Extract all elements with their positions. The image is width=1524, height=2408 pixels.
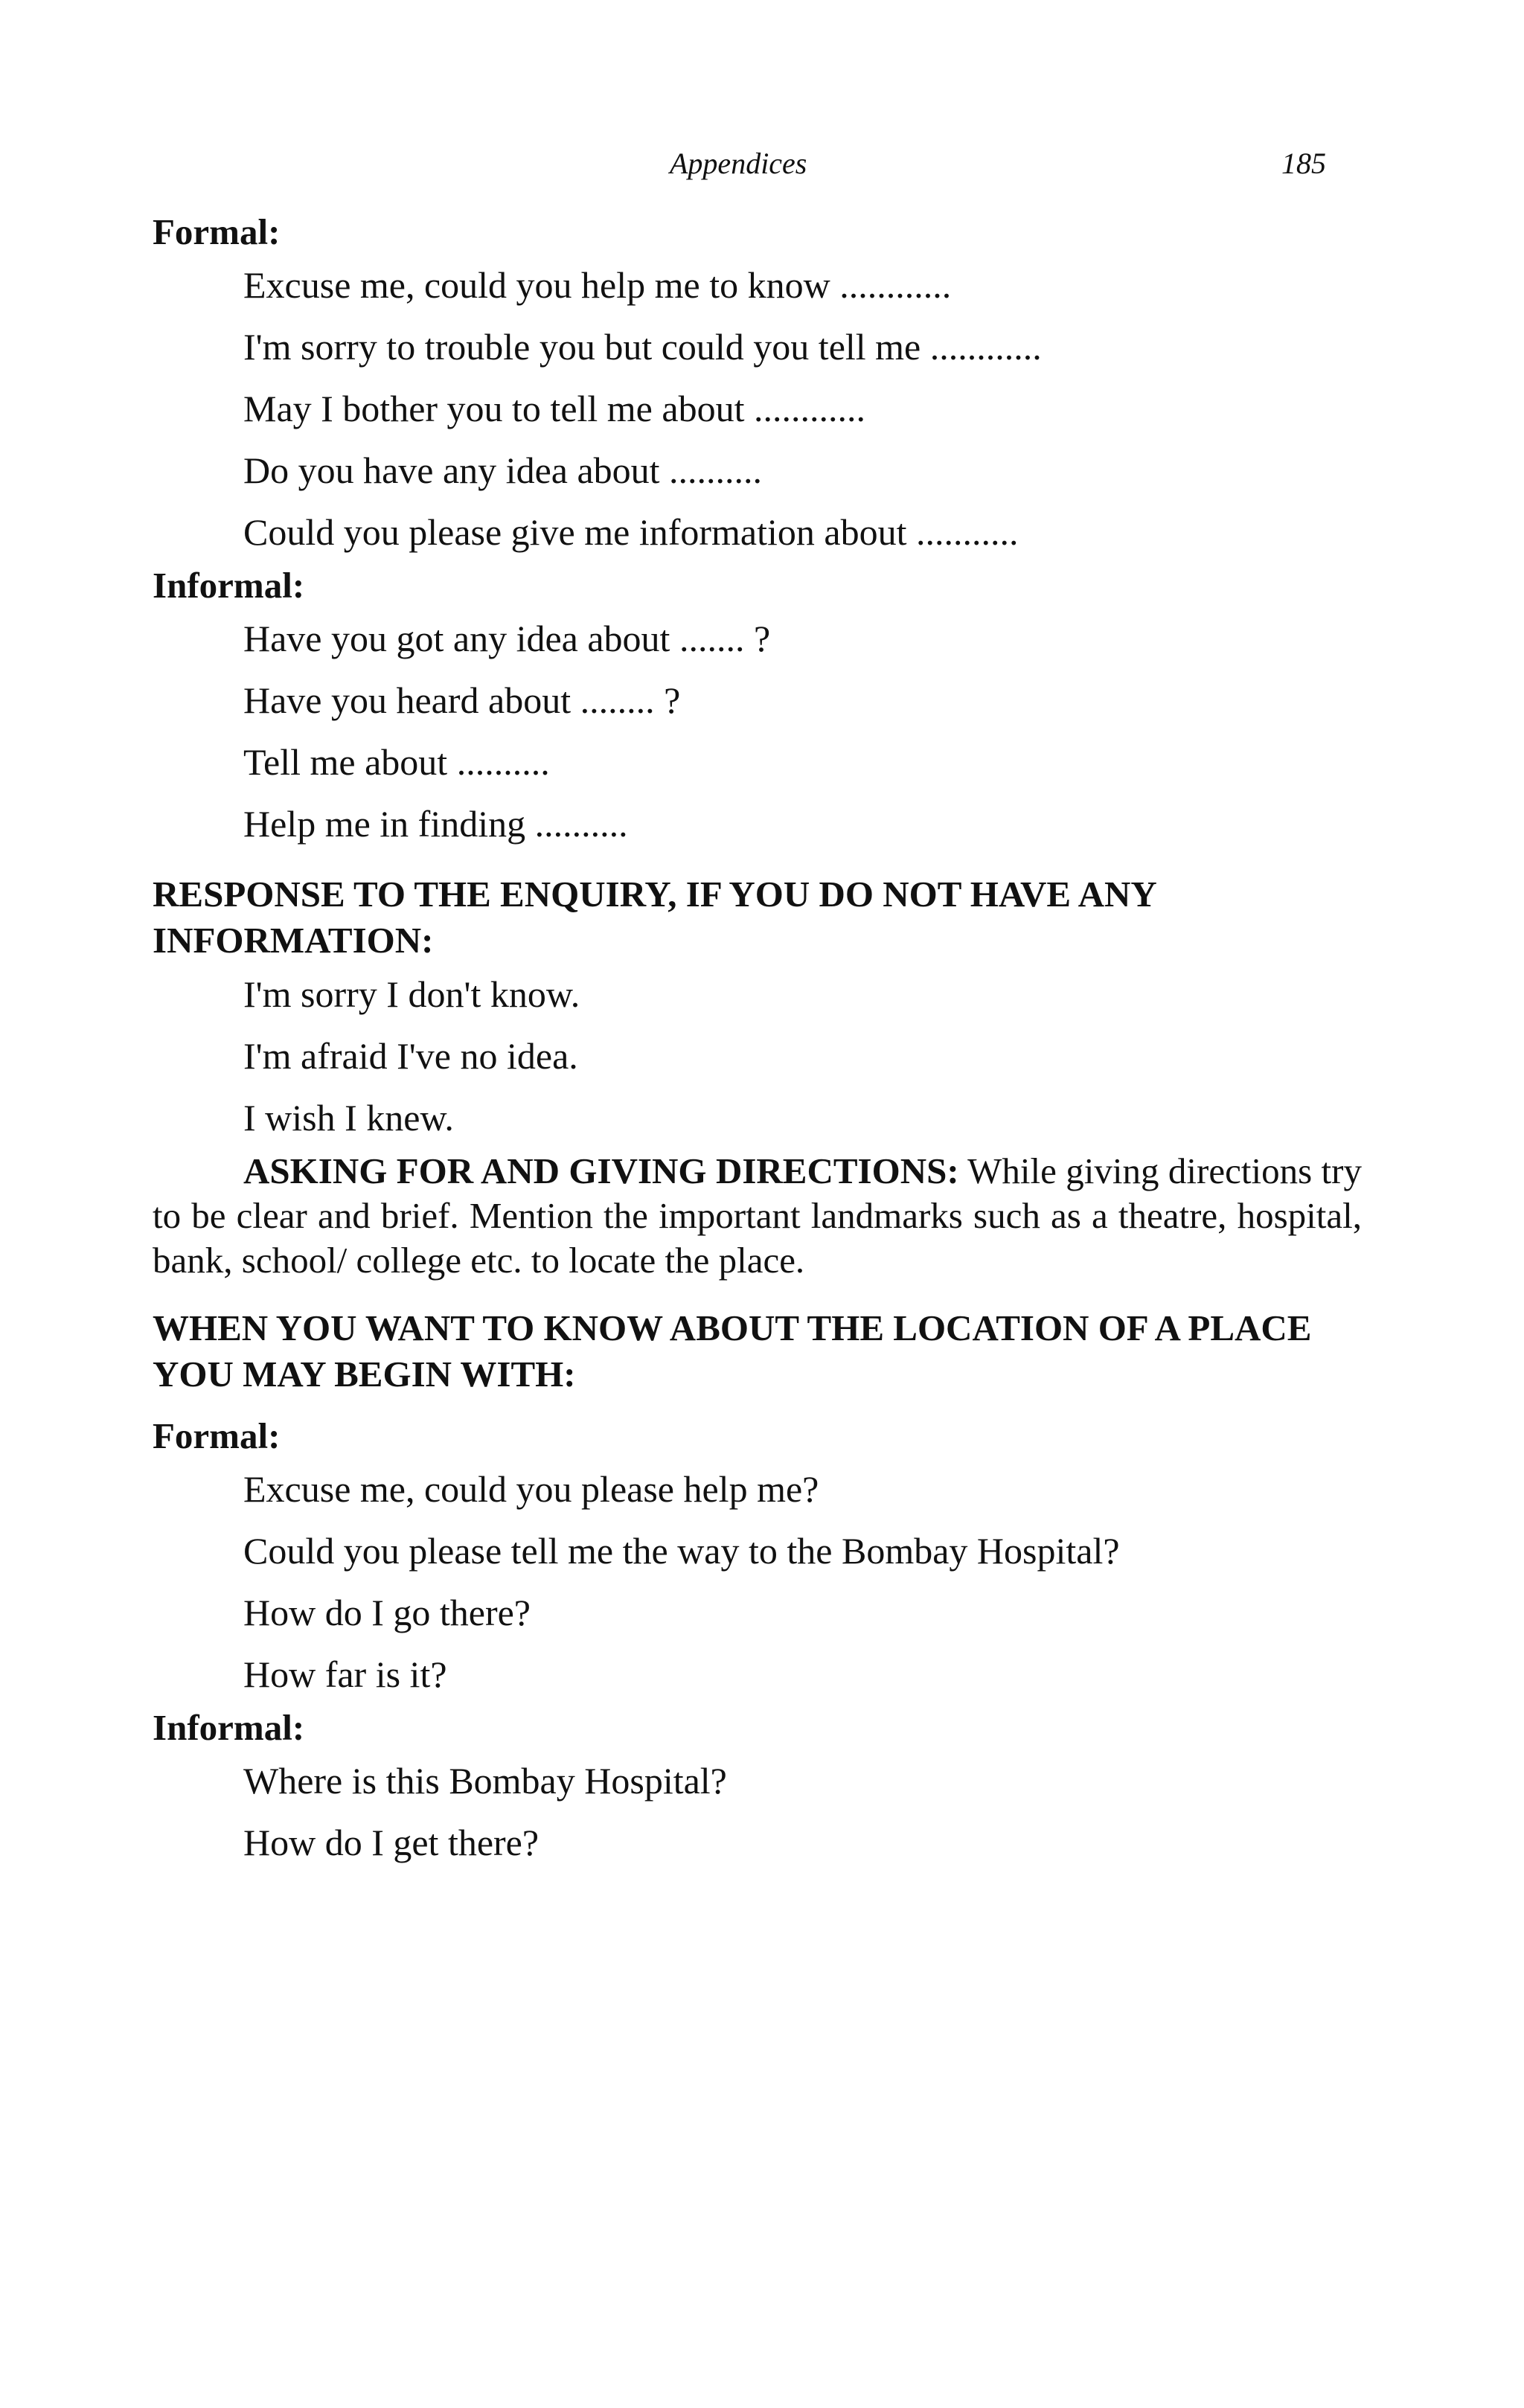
location-heading: WHEN YOU WANT TO KNOW ABOUT THE LOCATION OF A PLACE YOU MAY BEGIN WITH: bbox=[153, 1307, 1312, 1394]
page-body bbox=[153, 210, 1362, 1874]
phrase-item: Have you heard about ........ ? bbox=[243, 679, 681, 721]
phrase-item: How do I get there? bbox=[243, 1822, 540, 1863]
directions-text: While giving directions try to be clear and brief. Mention the important landmarks such as a theatre, hospital, bank, school/ college etc. to locate the place. bbox=[153, 1150, 1362, 1281]
formal-direction-phrases bbox=[153, 1458, 1362, 1706]
phrase-item: Excuse me, could you please help me? bbox=[243, 1468, 819, 1510]
spacer bbox=[153, 855, 1362, 871]
phrase-item: How far is it? bbox=[243, 1653, 447, 1695]
informal-label: Informal: bbox=[153, 1707, 305, 1748]
spacer bbox=[153, 1397, 1362, 1414]
formal-enquiry-phrases bbox=[153, 254, 1362, 563]
phrase-item: Do you have any idea about .......... bbox=[243, 449, 763, 491]
running-title: Appendices bbox=[670, 147, 807, 180]
phrase-item: I'm sorry to trouble you but could you tell me ............ bbox=[243, 326, 1042, 368]
phrase-item: How do I go there? bbox=[243, 1592, 531, 1633]
phrase-item: I wish I knew. bbox=[243, 1097, 454, 1139]
running-head bbox=[0, 146, 1524, 190]
phrase-item: Have you got any idea about ....... ? bbox=[243, 618, 771, 659]
phrase-item: Excuse me, could you help me to know ............ bbox=[243, 264, 952, 306]
phrase-item: Tell me about .......... bbox=[243, 741, 550, 783]
formal-label: Formal: bbox=[153, 211, 281, 252]
informal-direction-phrases bbox=[153, 1750, 1362, 1874]
phrase-item: Could you please give me information about ........... bbox=[243, 511, 1019, 553]
directions-heading: ASKING FOR AND GIVING DIRECTIONS: bbox=[243, 1150, 959, 1191]
page-number: 185 bbox=[1281, 147, 1326, 180]
spacer bbox=[153, 1283, 1362, 1305]
response-heading: RESPONSE TO THE ENQUIRY, IF YOU DO NOT HAVE ANY INFORMATION: bbox=[153, 874, 1156, 961]
formal-label: Formal: bbox=[153, 1415, 281, 1456]
phrase-item: I'm sorry I don't know. bbox=[243, 973, 580, 1015]
informal-enquiry-phrases bbox=[153, 608, 1362, 855]
phrase-item: Where is this Bombay Hospital? bbox=[243, 1760, 727, 1802]
response-phrases bbox=[153, 964, 1362, 1149]
phrase-item: I'm afraid I've no idea. bbox=[243, 1035, 578, 1077]
phrase-item: Could you please tell me the way to the Bombay Hospital? bbox=[243, 1530, 1120, 1572]
phrase-item: May I bother you to tell me about ............ bbox=[243, 388, 865, 429]
directions-paragraph bbox=[153, 1149, 1362, 1283]
phrase-item: Help me in finding .......... bbox=[243, 803, 628, 845]
informal-label: Informal: bbox=[153, 565, 305, 606]
